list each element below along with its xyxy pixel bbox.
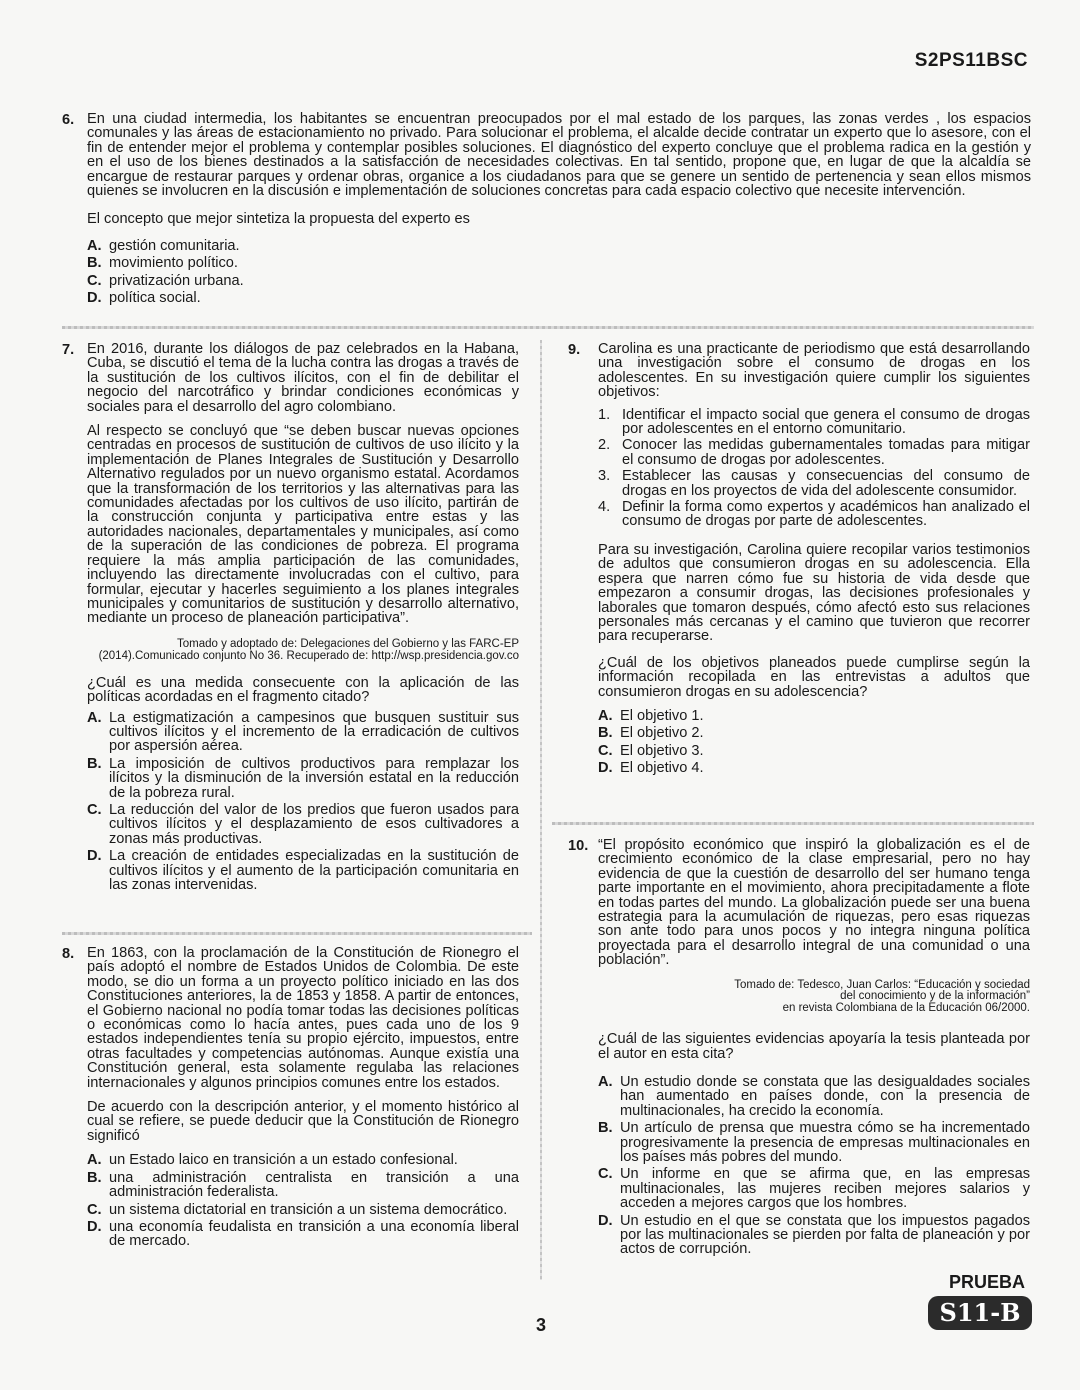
q10-question: ¿Cuál de las siguientes evidencias apoyaría la tesis planteada por el autor en esta cita? [598, 1031, 1030, 1062]
q8-option-a[interactable]: A. un Estado laico en transición a un estado confesional. [87, 1152, 458, 1169]
q7-option-a[interactable]: A. La estigmatización a campesinos que busquen sustituir sus cultivos ilícitos y el incremento de la erradicación de cultivos por aspersión aérea. [87, 709, 519, 755]
q6-question: El concepto que mejor sintetiza la propuesta del experto es [87, 211, 470, 228]
q10-option-d[interactable]: D. Un estudio en el que se constata que los impuestos pagados por las multinacionales se pierden por falta de planeación y por actos de corrupción. [598, 1212, 1030, 1258]
q10-number: 10. [568, 838, 589, 854]
q8-text: En 1863, con la proclamación de la Constitución de Rionegro el país adoptó el nombre de Estados Unidos de Colombia. De este modo, se dio un forma a un proyecto político iniciado en las dos Constituciones anteriores, la de 1853 y 1858. A partir de entonces, el Gobierno nacional no podía tomar todas las decisiones políticas o económicas como lo hacía antes, pues cada uno de los 9 estados independientes tenía su propio ejército, impuestos, entre otras facultades y competencias autónomas. Aunque existía una Constitución general, esta solamente regulaba las relaciones internacionales y algunos principios comunes entre los estados. [87, 945, 519, 1091]
q9-objective-1: 1. Identificar el impacto social que genera el consumo de drogas por adolescentes en el entorno comunitario. [598, 406, 1030, 438]
q10-option-a[interactable]: A. Un estudio donde se constata que las desigualdades sociales han aumentado en países donde, con la presencia de multinacionales, ha crecido la economía. [598, 1073, 1030, 1119]
page-number: 3 [536, 1315, 547, 1335]
q8-option-b[interactable]: B. una administración centralista en transición a una administración federalista. [87, 1169, 519, 1201]
q9-option-a[interactable]: A. El objetivo 1. [598, 707, 704, 724]
q6-option-b[interactable]: B. movimiento político. [87, 255, 238, 272]
exam-code: S2PS11BSC [914, 50, 1028, 71]
q10-text: “El propósito económico que inspiró la globalización es el de crecimiento económico de la clase empresarial, pero no hay evidencia de que la cuestión de desarrollo del ser humano tenga parte importante en el movimiento, ahora precipitadamente a flote en todas partes del mundo. La globalización puede ser una buena estrategia para la acumulación de riquezas, pero esas riquezas son ante todo para unos pocos y no integra ninguna política proyectada para el desarrollo integral de una comunidad o una población”. [598, 837, 1030, 969]
question-6 [87, 112, 1031, 305]
q6-option-c[interactable]: C. privatización urbana. [87, 272, 244, 289]
prueba-label: PRUEBA [948, 1272, 1025, 1292]
q8-option-d[interactable]: D. una economía feudalista en transición a una economía liberal de mercado. [87, 1218, 519, 1250]
separator-right [552, 822, 1034, 825]
prueba-code-badge: S11-B [928, 1296, 1032, 1330]
q10-option-b[interactable]: B. Un artículo de prensa que muestra cómo se ha incrementado progresivamente la presencia de empresas multinacionales en los países más pobres del mundo. [598, 1120, 1030, 1165]
q9-objective-3: 3. Establecer las causas y consecuencias del consumo de drogas en los proyectos de vida del adolescente consumidor. [598, 468, 1030, 499]
q7-option-b[interactable]: B. La imposición de cultivos productivos para remplazar los ilícitos y la disminución de la inversión estatal en la reducción de la pobreza rural. [87, 755, 519, 801]
q9-objectives [598, 408, 1030, 529]
column-divider [540, 340, 542, 1280]
q8-option-c[interactable]: C. un sistema dictatorial en transición a un sistema democrático. [87, 1201, 508, 1218]
q9-number: 9. [568, 342, 581, 358]
q6-number: 6. [62, 112, 75, 128]
q6-option-d[interactable]: D. política social. [87, 290, 201, 307]
q7-option-c[interactable]: C. La reducción del valor de los predios que fueron usados para cultivos ilícitos y el desplazamiento de esos cultivadores a zonas más productivas. [87, 801, 519, 847]
q7-question: ¿Cuál es una medida consecuente con la aplicación de las políticas acordadas en el fragmento citado? [87, 674, 519, 706]
question-9 [598, 342, 1030, 776]
q9-text: Carolina es una practicante de periodismo que está desarrollando una investigación sobre el consumo de drogas en los adolescentes. En su investigación quiere cumplir los siguientes objetivos: [598, 341, 1030, 401]
question-10 [598, 838, 1030, 1257]
q8-number: 8. [62, 946, 75, 962]
q7-number: 7. [62, 342, 75, 358]
q10-option-c[interactable]: C. Un informe en que se afirma que, en las empresas multinacionales, las mujeres reciben mejores salarios y acceden a mejores cargos que los hombres. [598, 1166, 1030, 1212]
q6-option-a[interactable]: A. gestión comunitaria. [87, 237, 240, 254]
question-8 [87, 946, 519, 1249]
separator-top [62, 326, 1034, 329]
q7-option-d[interactable]: D. La creación de entidades especializadas en la sustitución de cultivos ilícitos y el aumento de la participación comunitaria en las zonas intervenidas. [87, 848, 519, 893]
q9-option-b[interactable]: B. El objetivo 2. [598, 725, 704, 742]
q7-source: Tomado y adoptado de: Delegaciones del Gobierno y las FARC-EP (2014).Comunicado conjunto No 36. Recuperado de: http://wsp.presidencia.gov.co [98, 637, 519, 662]
q7-text-1: En 2016, durante los diálogos de paz celebrados en la Habana, Cuba, se discutió el tema de la lucha contra las drogas a través de la sustitución de los cultivos ilícitos, con el fin de debilitar el negocio del narcotráfico y brindar condiciones económicas y sociales para el desarrollo del agro colombiano. [87, 341, 519, 415]
q8-question: De acuerdo con la descripción anterior, y el momento histórico al cual se refiere, se puede deducir que la Constitución de Rionegro significó [87, 1099, 519, 1144]
q9-option-c[interactable]: C. El objetivo 3. [598, 742, 704, 759]
q7-text-2: Al respecto se concluyó que “se deben buscar nuevas opciones centradas en procesos de sustitución de cultivos de uso ilícito y la implementación de Planes Integrales de Sustitución y Desarrollo Alternativo regulados por un nuevo organismo estatal. Acordamos que la transformación de los territorios y las alternativas para las comunidades afectadas por los cultivos de uso ilícito, partirán de la construcción conjunta y participativa entre estas y las autoridades nacionales, departamentales y municipales, así como de la superación de las condiciones de pobreza. El programa requiere la más amplia participación de las comunidades, incluyendo las directamente involucradas con el cultivo, para formular, ejecutar y hacerles seguimiento a los planes integrales municipales y comunitarios de sustitución y desarrollo alternativo, mediante un proceso de planeación participativa”. [87, 423, 519, 627]
q6-text: En una ciudad intermedia, los habitantes se encuentran preocupados por el mal estado de los parques, las zonas verdes , los espacios comunales y las áreas de estacionamiento no privado. Para solucionar el problema, el alcalde decide contratar un experto que lo asesore, con el fin de entender mejor el problema y contemplar posibles soluciones. El diagnóstico del experto concluye que el problema radica en la gestión y en el uso de los bienes destinados a la satisfacción de necesidades colectivas. En tal sentido, propone que, en lugar de que la alcaldía se encargue de restaurar parques y ordenar obras, organice a los ciudadanos para que se genere un sentido de pertenencia y sean ellos mismos quienes se involucren en la discusión e implementación de soluciones concretas para cada espacio colectivo que necesite intervención. [87, 111, 1031, 200]
separator-left [62, 932, 532, 935]
q9-option-d[interactable]: D. El objetivo 4. [598, 760, 704, 777]
q9-objective-2: 2. Conocer las medidas gubernamentales tomadas para mitigar el consumo de drogas por adolescentes. [598, 437, 1030, 468]
question-7 [87, 342, 519, 892]
q9-question: ¿Cuál de los objetivos planeados puede cumplirse según la información recopilada en las entrevistas a adultos que consumieron drogas en su adolescencia? [598, 654, 1030, 700]
q9-objective-4: 4. Definir la forma como expertos y académicos han analizado el consumo de drogas por parte de adolescentes. [598, 499, 1030, 530]
q10-source: Tomado de: Tedesco, Juan Carlos: “Educación y sociedad del conocimiento y de la información” en revista Colombiana de la Educación 06/2000. [734, 978, 1030, 1014]
q9-text-2: Para su investigación, Carolina quiere recopilar varios testimonios de adultos que consumieron drogas en su adolescencia. Ella espera que narren cómo fue su historia de vida desde que empezaron a consumir drogas, las decisiones profesionales y laborales que tomaron después, cómo afectó esto sus relaciones personales más cercanas y el camino que tuvieron que recorrer para recuperarse. [598, 541, 1030, 645]
